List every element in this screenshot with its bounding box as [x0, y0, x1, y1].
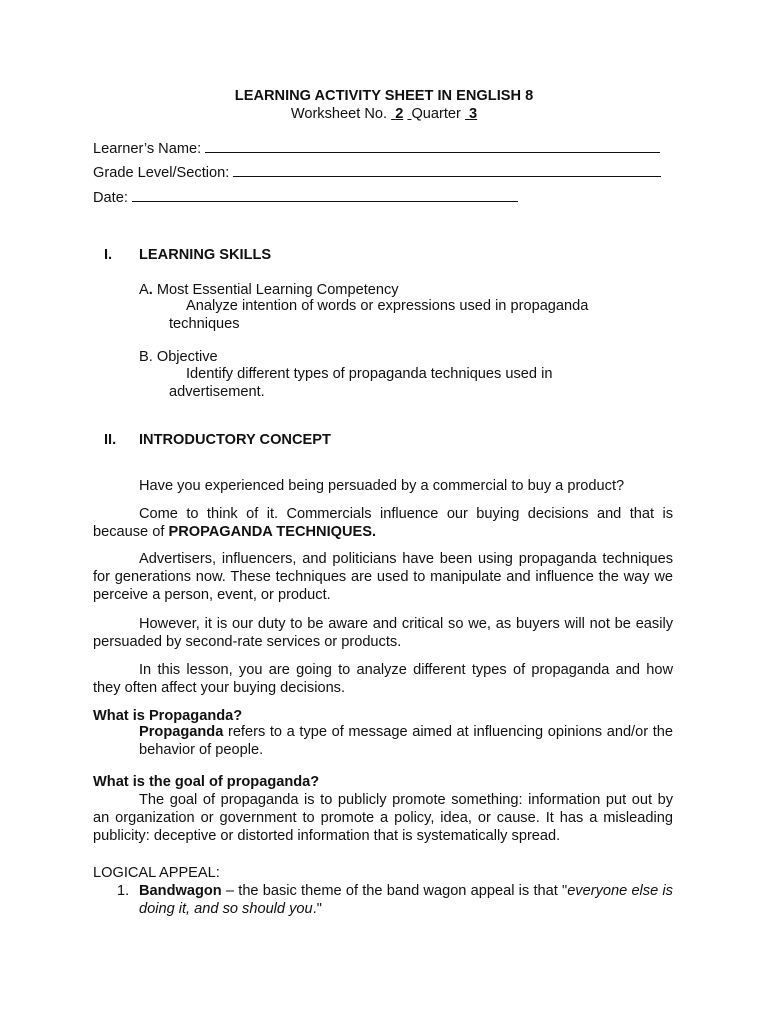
propaganda-definition: Propaganda refers to a type of message aimed at influencing opinions and/or the behavior of people. [139, 724, 673, 758]
question-what-is-propaganda: What is Propaganda? [93, 708, 243, 724]
learner-name-label: Learner’s Name: [93, 141, 202, 157]
paragraph-lesson: In this lesson, you are going to analyze different types of propaganda and how they often affect your buying decisions. [93, 662, 673, 696]
objective-text-line1: Identify different types of propaganda techniques used in [186, 366, 553, 382]
section-1-title: LEARNING SKILLS [139, 247, 272, 263]
intro-question: Have you experienced being persuaded by a commercial to buy a product? [139, 478, 625, 494]
list-item-number: 1. [117, 883, 130, 899]
quarter-label: Quarter [411, 106, 461, 122]
grade-section-line[interactable] [233, 163, 661, 177]
worksheet-title: LEARNING ACTIVITY SHEET IN ENGLISH 8 [234, 88, 534, 104]
section-1-numeral: I. [104, 247, 113, 263]
section-2-numeral: II. [104, 432, 117, 448]
worksheet-label: Worksheet No. [290, 106, 388, 122]
grade-section-field [93, 163, 661, 182]
competency-heading: A. Most Essential Learning Competency [139, 282, 399, 298]
section-2-title: INTRODUCTORY CONCEPT [139, 432, 331, 448]
quarter-number: 3 [469, 106, 478, 122]
date-line[interactable] [132, 188, 518, 202]
objective-heading: B. Objective [139, 349, 218, 365]
goal-definition: The goal of propaganda is to publicly promote something: information put out by an organization or government to promote a policy, idea, or cause. It has a misleading publicity: deceptive or distorted information that is systematically spread. [93, 792, 673, 844]
question-goal-of-propaganda: What is the goal of propaganda? [93, 774, 320, 790]
learner-name-field [93, 139, 660, 158]
date-field [93, 188, 518, 207]
learner-name-line[interactable] [205, 139, 660, 153]
grade-section-label: Grade Level/Section: [93, 165, 230, 181]
bandwagon-item: Bandwagon – the basic theme of the band wagon appeal is that "everyone else is doing it, and so should you." [139, 883, 673, 917]
worksheet-subtitle [0, 105, 768, 123]
competency-text-line2: techniques [169, 316, 240, 332]
date-label: Date: [93, 190, 128, 206]
paragraph-advertisers: Advertisers, influencers, and politicians have been using propaganda techniques for generations now. These techniques are used to manipulate and influence the way we perceive a person, event, or product. [93, 551, 673, 603]
objective-text-line2: advertisement. [169, 384, 265, 400]
logical-appeal-heading: LOGICAL APPEAL: [93, 865, 220, 881]
paragraph-duty: However, it is our duty to be aware and critical so we, as buyers will not be easily persuaded by second-rate services or products. [93, 616, 673, 650]
paragraph-commercials: Come to think of it. Commercials influence our buying decisions and that is because of PROPAGANDA TECHNIQUES. [93, 506, 673, 540]
worksheet-number: 2 [395, 106, 404, 122]
competency-text-line1: Analyze intention of words or expressions used in propaganda [186, 298, 589, 314]
